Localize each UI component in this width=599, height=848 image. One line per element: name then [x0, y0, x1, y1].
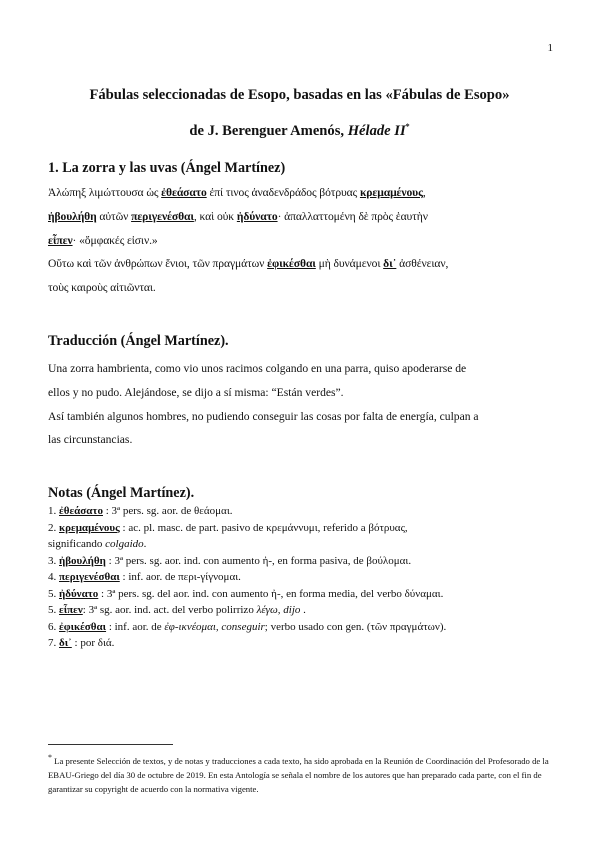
greek-text — [48, 181, 552, 300]
footnote-ref: * — [405, 122, 410, 131]
footnote-divider — [48, 744, 173, 745]
note-item: 7. δι᾿ : por διά. — [48, 637, 115, 649]
glossed-word: περιγενέσθαι — [131, 209, 194, 223]
footnote — [48, 751, 552, 797]
greek-line: Οὕτω καὶ τῶν ἀνθρώπων ἔνιοι, τῶν πραγμάτων ἐφικέσθαι μὴ δυνάμενοι δι᾿ ἀσθένειαν, — [48, 257, 449, 271]
glossed-word: ἐφικέσθαι — [267, 257, 316, 271]
footnote-text: La presente Selección de textos, y de notas y traducciones a cada texto, ha sido aprobada en la Reunión de Coordinación del Profesorado de la EBAU-Griego del día 30 de octubre de 2019. En esta Antología se señala el nombre de los autores que han preparado cada parte, con el fin de garantizar su copyright de acuerdo con la normativa vigente. — [48, 755, 549, 795]
note-item: 4. περιγενέσθαι : inf. aor. de περι-γίγνομαι. — [48, 571, 241, 583]
translation-line: las circunstancias. — [48, 433, 133, 447]
glossed-word: ἐθεάσατο — [161, 186, 207, 199]
note-item: 1. ἐθεάσατο : 3ª pers. sg. aor. de θεάομαι. — [48, 505, 233, 517]
translation-line: ellos y no pudo. Alejándose, se dijo a sí misma: “Están verdes”. — [48, 385, 344, 399]
glossed-word: ἠβουλήθη — [48, 209, 97, 223]
translation-line: Así también algunos hombres, no pudiendo conseguir las cosas por falta de energía, culpan a — [48, 409, 479, 423]
note-item: 6. ἐφικέσθαι : inf. aor. de ἐφ-ικνέομαι, conseguir; verbo usado con gen. (τῶν πραγμάτων). — [48, 620, 447, 633]
page-number: 1 — [547, 42, 553, 54]
section-heading-fable: 1. La zorra y las uvas (Ángel Martínez) — [48, 160, 286, 176]
glossed-word: κρεμαμένους — [359, 186, 423, 199]
note-item: significando colgaido. — [48, 538, 147, 550]
greek-line: Ἀλώπηξ λιμώττουσα ὡς ἐθεάσατο ἐπί τινος ἀναδενδράδος βότρυας κρεμαμένους, — [48, 186, 426, 199]
document-title: Fábulas seleccionadas de Esopo, basadas en las «Fábulas de Esopo» — [89, 87, 510, 103]
glossed-word: εἶπεν — [48, 233, 73, 247]
translation-text — [48, 357, 552, 452]
note-item: 3. ἠβουλήθη : 3ª pers. sg. aor. ind. con aumento ἠ-, en forma pasiva, de βούλομαι. — [48, 554, 412, 567]
greek-line: τοὺς καιροὺς αἰτιῶνται. — [48, 281, 156, 295]
glossed-word: δι᾿ — [383, 257, 397, 271]
footnote-mark: * — [48, 753, 52, 762]
greek-line: εἶπεν· «ὄμφακές εἰσιν.» — [48, 233, 158, 247]
section-heading-translation: Traducción (Ángel Martínez). — [48, 333, 229, 349]
note-item: 2. κρεμαμένους : ac. pl. masc. de part. pasivo de κρεμάννυμι, referido a βότρυας, — [48, 521, 408, 534]
note-item: 5. εἶπεν: 3ª sg. aor. ind. act. del verbo polirrizo λέγω, dijo . — [48, 604, 306, 616]
notes-list — [48, 503, 558, 652]
document-title-line2 — [0, 118, 599, 140]
title-book: Hélade II — [347, 122, 406, 139]
greek-line: ἠβουλήθη αὐτῶν περιγενέσθαι, καὶ οὐκ ἠδύνατο· ἀπαλλαττομένη δὲ πρὸς ἑαυτὴν — [48, 209, 428, 223]
title-author: de J. Berenguer Amenós, — [189, 122, 345, 139]
note-item: 5. ἠδύνατο : 3ª pers. sg. del aor. ind. con aumento ἠ-, en forma media, del verbo δύναμαι. — [48, 587, 444, 600]
translation-line: Una zorra hambrienta, como vio unos racimos colgando en una parra, quiso apoderarse de — [48, 362, 467, 375]
glossed-word: ἠδύνατο — [236, 209, 278, 223]
section-heading-notes: Notas (Ángel Martínez). — [48, 485, 195, 501]
